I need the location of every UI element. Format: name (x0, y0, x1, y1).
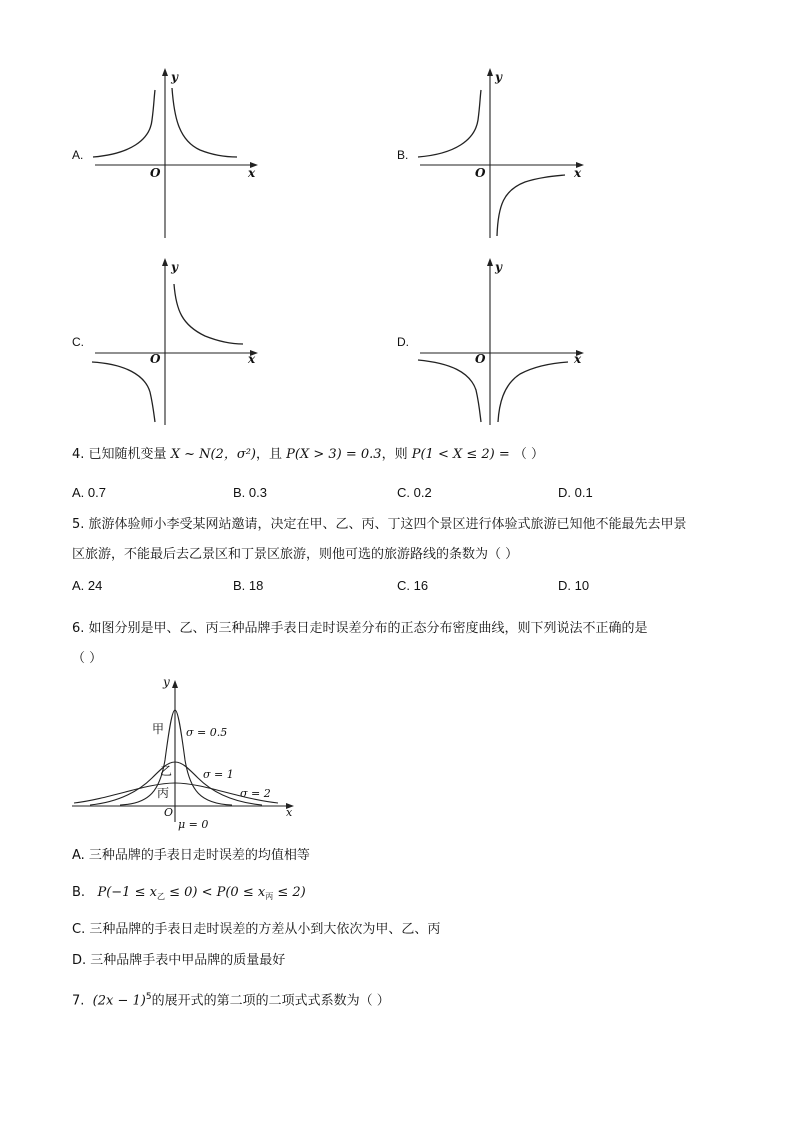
question-5-line-1: 5. 旅游体验师小李受某网站邀请，决定在甲、乙、丙、丁这四个景区进行体验式旅游已知他不能最先去甲景 (72, 517, 687, 532)
q4-variable: X ~ N(2，σ²) (170, 447, 256, 462)
graph-b-origin: O (475, 166, 486, 180)
q6-option-b-mid: ≤ 0) < P(0 ≤ x (164, 885, 266, 900)
q6-option-b-sub1: 乙 (156, 892, 165, 901)
graph-b-y-label: y (495, 70, 502, 84)
graph-d-y-label: y (495, 260, 502, 274)
label-yi: 乙 (160, 764, 173, 778)
q4-mid: ，且 (256, 447, 283, 462)
q5-option-d: D. 10 (558, 578, 590, 593)
q4-option-b: B. 0.3 (233, 485, 267, 500)
graph-a-origin: O (150, 166, 161, 180)
q6-option-b-right: ≤ 2) (273, 885, 306, 900)
label-sigma-1: σ = 1 (203, 768, 234, 781)
graph-c-y-label: y (171, 260, 178, 274)
q6-option-c: C. 三种品牌的手表日走时误差的方差从小到大依次为甲、乙、丙 (72, 922, 441, 937)
label-sigma-0-5: σ = 0.5 (186, 726, 228, 739)
graph-d-label: D. (397, 335, 409, 349)
q7-number: 7. (72, 993, 85, 1009)
label-sigma-2: σ = 2 (240, 787, 271, 800)
q6-option-b-sub2: 丙 (265, 892, 274, 901)
q6-option-b (72, 884, 306, 906)
graph-d-x-label: x (574, 352, 582, 366)
q6-fig-y-label: y (163, 675, 170, 689)
label-bing: 丙 (157, 786, 170, 800)
q5-option-b: B. 18 (233, 578, 264, 593)
q6-option-b-label: B. (72, 885, 86, 900)
graph-a-x-label: x (248, 166, 256, 180)
graph-b-x-label: x (574, 166, 582, 180)
q5-option-c: C. 16 (397, 578, 429, 593)
question-6-line-1: 6. 如图分别是甲、乙、丙三种品牌手表日走时误差分布的正态分布密度曲线，则下列说法不正确的是 (72, 621, 648, 636)
q4-option-d: D. 0.1 (558, 485, 593, 500)
graph-a-y-label: y (171, 70, 178, 84)
q4-option-a: A. 0.7 (72, 485, 106, 500)
graph-c-x-label: x (248, 352, 256, 366)
q6-fig-origin: O (164, 806, 174, 819)
q5-option-a: A. 24 (72, 578, 103, 593)
q6-option-d: D. 三种品牌手表中甲品牌的质量最好 (72, 953, 286, 968)
graph-c-label: C. (72, 335, 84, 349)
q6-option-b-left: P(−1 ≤ x (97, 885, 157, 900)
graph-b-label: B. (397, 148, 409, 162)
label-jia: 甲 (152, 722, 165, 736)
label-mu: μ = 0 (178, 818, 209, 831)
q4-blank: （ ） (513, 447, 545, 462)
question-5-line-2: 区旅游，不能最后去乙景区和丁景区旅游，则他可选的旅游路线的条数为（ ） (72, 547, 519, 562)
q7-text: 的展开式的第二项的二项式式系数为（ ） (151, 993, 390, 1009)
q7-exponent: 5 (145, 992, 152, 1002)
graph-c-origin: O (150, 352, 161, 366)
question-6-line-2: （ ） (72, 651, 103, 666)
q4-option-c: C. 0.2 (397, 485, 432, 500)
question-7 (72, 988, 390, 1010)
q4-condition: P(X > 3) = 0.3 (286, 447, 382, 462)
q4-number: 4. (72, 447, 85, 462)
graph-d-origin: O (475, 352, 486, 366)
q4-mid2: ，则 (381, 447, 408, 462)
q7-expression: (2x − 1) (92, 993, 146, 1009)
q6-option-a: A. 三种品牌的手表日走时误差的均值相等 (72, 848, 310, 863)
graph-a-label: A. (72, 148, 84, 162)
q4-target: P(1 < X ≤ 2) = (411, 447, 510, 462)
q4-pre: 已知随机变量 (88, 447, 167, 462)
q6-fig-x-label: x (286, 806, 293, 819)
